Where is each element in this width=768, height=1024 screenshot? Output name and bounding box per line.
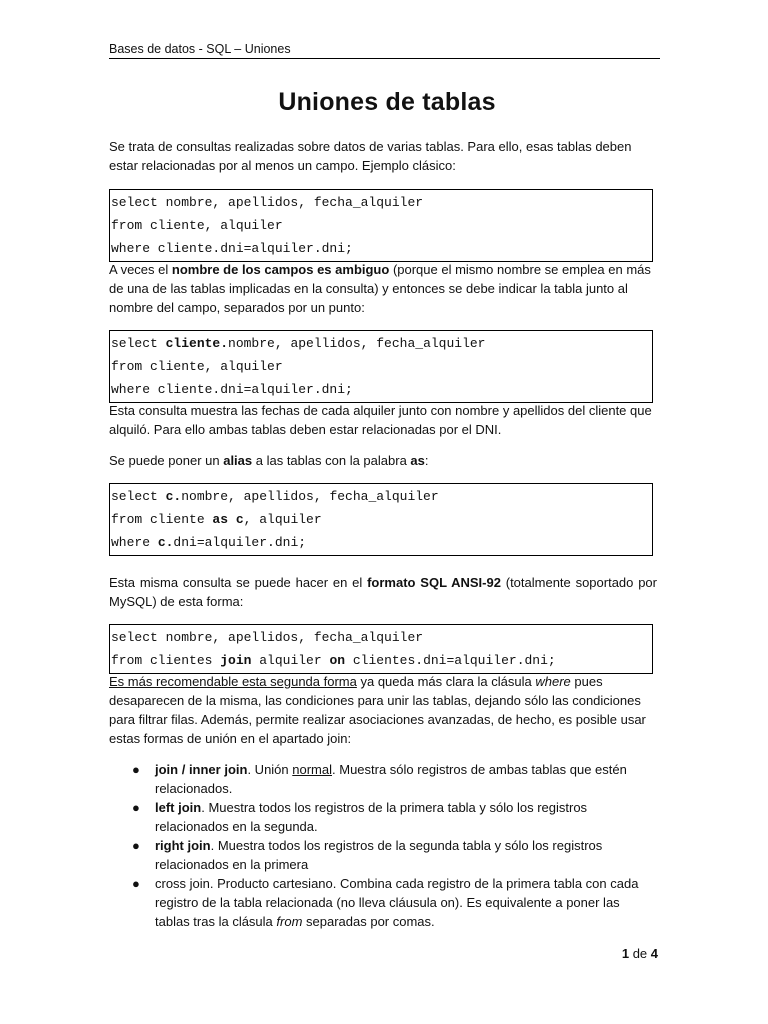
ambiguous-fields-paragraph: A veces el nombre de los campos es ambiguo (porque el mismo nombre se emplea en más de una de las tablas implicadas en la consulta) y entonces se debe indicar la tabla junto al nombre del campo, separados por un punto: — [109, 262, 651, 315]
page-header — [109, 42, 660, 59]
code-line: where cliente.dni=alquiler.dni; — [111, 241, 353, 256]
code-block-alias — [109, 483, 653, 556]
bullet-icon: ● — [132, 876, 140, 891]
code-line: from cliente, alquiler — [111, 359, 283, 374]
list-item: ● join / inner join. Unión normal. Muestra sólo registros de ambas tablas que estén relacionados. — [132, 762, 627, 796]
ansi92-paragraph: Esta misma consulta se puede hacer en el formato SQL ANSI-92 (totalmente soportado por MySQL) de esta forma: — [109, 575, 657, 609]
join-types-list — [109, 760, 657, 931]
recommendation-paragraph: Es más recomendable esta segunda forma ya queda más clara la clásula where pues desaparecen de la misma, las condiciones para unir las tablas, dejando sólo las condiciones para filtrar filas. Además, permite realizar asociaciones avanzadas, de hecho, es posible usar estas formas de unión en el apartado join: — [109, 674, 646, 746]
code-line: from cliente as c, alquiler — [111, 512, 322, 527]
ambiguous-fields-emphasis: nombre de los campos es ambiguo — [171, 262, 390, 277]
bullet-icon: ● — [132, 762, 140, 777]
list-item: ● left join. Muestra todos los registros de la primera tabla y sólo los registros relacionados en la segunda. — [132, 800, 588, 834]
page-title: Uniones de tablas — [278, 88, 496, 116]
code-line: where c.dni=alquiler.dni; — [111, 535, 307, 550]
code-line: where cliente.dni=alquiler.dni; — [111, 382, 353, 397]
code-line: select nombre, apellidos, fecha_alquiler — [111, 195, 424, 210]
code-line: select c.nombre, apellidos, fecha_alquiler — [111, 489, 439, 504]
list-item: ● right join. Muestra todos los registros de la segunda tabla y sólo los registros relacionados en la primera — [132, 838, 603, 872]
alias-paragraph: Se puede poner un alias a las tablas con la palabra as: — [109, 453, 429, 468]
list-item: ● cross join. Producto cartesiano. Combina cada registro de la primera tabla con cada registro de la tabla relacionada (no lleva cláusula on). Es equivalente a poner las tablas tras la clásula from separadas por comas. — [132, 876, 639, 929]
result-explanation-paragraph: Esta consulta muestra las fechas de cada alquiler junto con nombre y apellidos del cliente que alquiló. Para ello ambas tablas deben estar relacionadas por el DNI. — [109, 403, 652, 437]
code-block-ansi92-join — [109, 624, 653, 674]
code-line: from clientes join alquiler on clientes.dni=alquiler.dni; — [111, 653, 556, 668]
header-text: Bases de datos - SQL – Uniones — [109, 42, 291, 56]
code-block-basic-join — [109, 189, 653, 262]
code-line: select nombre, apellidos, fecha_alquiler — [111, 630, 424, 645]
intro-paragraph: Se trata de consultas realizadas sobre datos de varias tablas. Para ello, esas tablas deben estar relacionadas por al menos un campo. Ejemplo clásico: — [109, 139, 632, 173]
bullet-icon: ● — [132, 838, 140, 853]
code-line: from cliente, alquiler — [111, 218, 283, 233]
bullet-icon: ● — [132, 800, 140, 815]
code-block-qualified-fields — [109, 330, 653, 403]
page-number: 1 de 4 — [621, 946, 658, 961]
code-line: select cliente.nombre, apellidos, fecha_alquiler — [111, 336, 486, 351]
